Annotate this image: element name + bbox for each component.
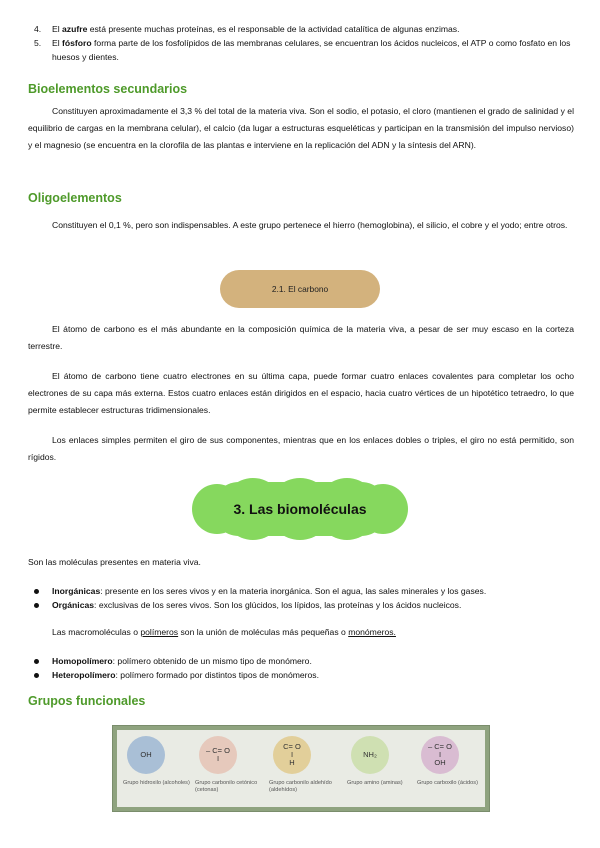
- paragraph-macromoleculas: [52, 624, 572, 641]
- paragraph-biomoleculas-intro: Son las moléculas presentes en materia viva.: [28, 557, 201, 567]
- list-item-fosforo: [34, 36, 598, 64]
- formula-line: I: [290, 750, 294, 759]
- formula-line: I: [216, 754, 220, 763]
- list-text-pre: El: [52, 38, 63, 48]
- functional-groups-figure: [112, 725, 490, 812]
- list-item-heteropolimero: [52, 668, 598, 682]
- list-item-inorganicas: [52, 584, 598, 598]
- polymer-types-list: [28, 654, 598, 682]
- group-caption: Grupo hidroxilo (alcoholes): [123, 780, 190, 786]
- formula-circle: [421, 736, 459, 774]
- formula-circle: [273, 736, 311, 774]
- list-item-homopolimero: [52, 654, 598, 668]
- formula-line: C= O: [283, 742, 301, 751]
- list-number: 5.: [34, 38, 42, 48]
- functional-groups-inner: [117, 730, 485, 807]
- paragraph-oligoelementos: Constituyen el 0,1 %, pero son indispensables. A este grupo pertenece el hierro (hemoglobina), el silicio, el cobre y el yodo; entre otros.: [52, 220, 568, 230]
- biomolecule-types-list: [28, 584, 598, 612]
- bullet-dot: [34, 659, 39, 664]
- macro-text: son la unión de moléculas más pequeñas o: [178, 627, 349, 637]
- formula-circle: [199, 736, 237, 774]
- heading-secundarios: Bioelementos secundarios: [28, 82, 188, 96]
- list-text: : polímero obtenido de un mismo tipo de monómero.: [112, 656, 312, 666]
- formula-circle: [127, 736, 165, 774]
- list-text-pre: El: [52, 24, 63, 34]
- functional-group-cetonico: [193, 734, 265, 810]
- formula-line: – C= O: [206, 746, 230, 755]
- list-text-post: está presente muchas proteínas, es el responsable de la actividad catalítica de algunas enzimas.: [87, 24, 460, 34]
- list-bold-term: Homopolímero: [52, 656, 113, 666]
- section-pill-carbono: 2.1. El carbono: [220, 270, 380, 308]
- list-item-azufre: [34, 22, 598, 36]
- paragraph-carbono-1: El átomo de carbono es el más abundante en la composición química de la materia viva, a pesar de ser muy escaso en la corteza terrestre.: [28, 324, 574, 351]
- list-bold-term: Orgánicas: [52, 600, 95, 610]
- list-text: : exclusivas de los seres vivos. Son los glúcidos, los lípidos, las proteínas y los ácidos nucleicos.: [94, 600, 462, 610]
- formula-line: NH₂: [363, 750, 377, 759]
- list-number: 4.: [34, 24, 42, 34]
- paragraph-carbono-2: El átomo de carbono tiene cuatro electrones en su última capa, puede formar cuatro enlaces covalentes para completar los ocho electrones de su capa más externa. Estos cuatro enlaces están dirigidos en el espacio, hacia cuatro vértices de un hipotético tetraedro, lo que permite establecer estructuras tridimensionales.: [28, 371, 574, 415]
- banner-title: 3. Las biomoléculas: [233, 501, 367, 517]
- bullet-dot: [34, 603, 39, 608]
- heading-grupos-funcionales: Grupos funcionales: [28, 694, 146, 708]
- functional-group-carboxilo: [415, 734, 487, 810]
- functional-group-aldehido: [267, 734, 339, 810]
- list-text: : presente en los seres vivos y en la materia inorgánica. Son el agua, las sales minerales y los gases.: [100, 586, 487, 596]
- heading-oligoelementos: Oligoelementos: [28, 191, 122, 205]
- list-bold-term: Heteropolímero: [52, 670, 116, 680]
- list-bold-term: azufre: [62, 24, 88, 34]
- term-monomeros: monómeros.: [348, 627, 396, 637]
- term-polimeros: polímeros: [140, 627, 179, 637]
- formula-line: H: [289, 758, 295, 767]
- list-item-organicas: [52, 598, 598, 612]
- bullet-dot: [34, 589, 39, 594]
- list-text-post: forma parte de los fosfolípidos de las membranas celulares, se encuentran los ácidos nucleicos, el ATP o como fosfato en los huesos y dientes.: [52, 38, 571, 62]
- group-caption: Grupo amino (aminas): [347, 780, 403, 786]
- formula-line: OH: [434, 758, 446, 767]
- group-caption: Grupo carboxilo (ácidos): [417, 780, 478, 786]
- formula-circle: [351, 736, 389, 774]
- group-caption: Grupo carbonilo aldehído (aldehídos): [269, 780, 332, 793]
- paragraph-secundarios: Constituyen aproximadamente el 3,3 % del total de la materia viva. Son el sodio, el potasio, el cloro (mantienen el grado de salinidad y el equilibrio de cargas en la membrana celular), el calcio (da lugar a estructuras esqueléticas y participan en la transmisión del impulso nervioso) y el magnesio (se encuentra en la clorofila de las plantas e interviene en la replicación del ADN y la síntesis del ARN).: [28, 106, 574, 150]
- section-banner-biomoleculas: [192, 478, 408, 540]
- formula-line: I: [438, 750, 442, 759]
- macro-text: Las macromoléculas o: [52, 627, 141, 637]
- list-bold-term: Inorgánicas: [52, 586, 101, 596]
- functional-group-hidroxilo: [121, 734, 193, 810]
- formula-line: OH: [140, 750, 152, 759]
- list-bold-term: fósforo: [62, 38, 92, 48]
- group-caption: Grupo carbonilo cetónico (cetonas): [195, 780, 258, 793]
- bioelements-list: [28, 22, 598, 64]
- list-text: : polímero formado por distintos tipos de monómeros.: [115, 670, 319, 680]
- functional-group-amino: [345, 734, 417, 810]
- formula-line: – C= O: [428, 742, 452, 751]
- paragraph-carbono-3: Los enlaces simples permiten el giro de sus componentes, mientras que en los enlaces dobles o triples, el giro no está permitido, son rígidos.: [28, 435, 574, 462]
- bullet-dot: [34, 673, 39, 678]
